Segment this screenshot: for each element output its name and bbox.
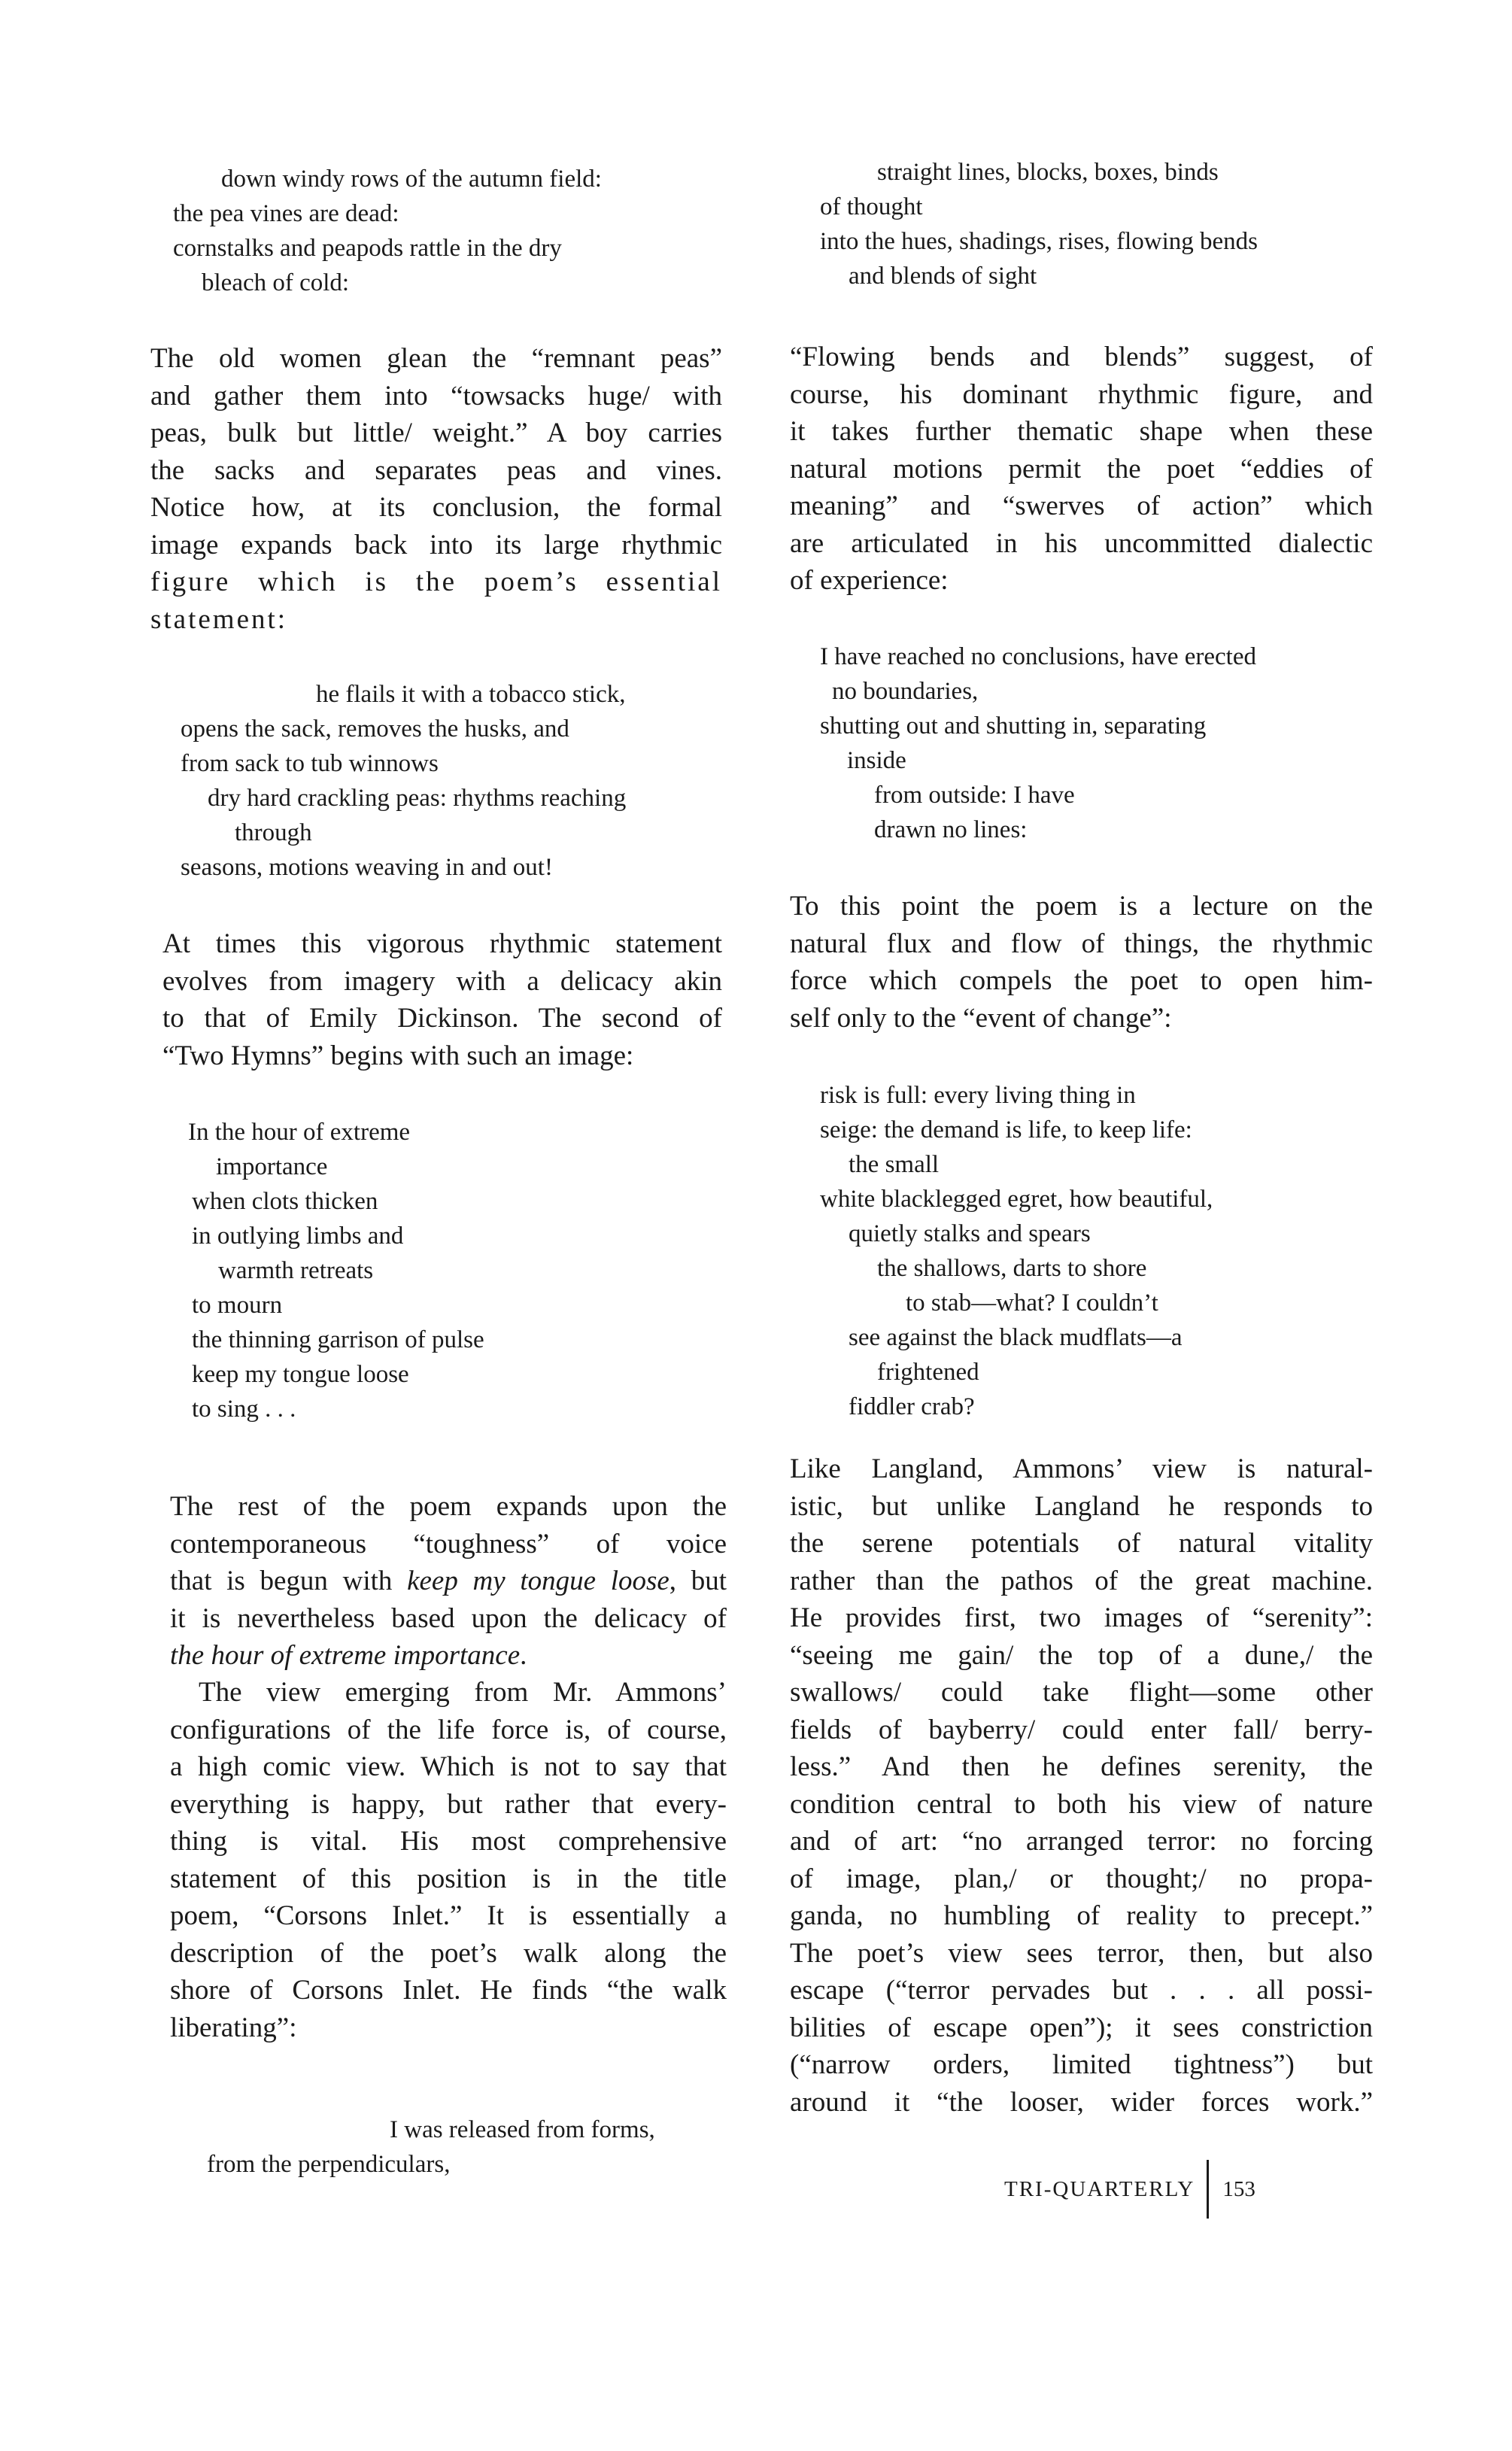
verse-line: risk is full: every living thing in xyxy=(820,1082,1136,1109)
paragraph-old-women xyxy=(150,340,722,638)
verse-line: warmth retreats xyxy=(218,1257,374,1284)
text-line: a high comic view. Which is not to say that xyxy=(170,1751,727,1782)
text-line: force which compels the poet to open him- xyxy=(790,965,1373,996)
text-line: course, his dominant rhythmic figure, and xyxy=(790,378,1373,410)
verse-line: to mourn xyxy=(192,1292,283,1319)
text-line: Like Langland, Ammons’ view is natural- xyxy=(790,1453,1373,1484)
text-line: swallows/ could take flight—some other xyxy=(790,1677,1373,1708)
verse-line: quietly stalks and spears xyxy=(849,1220,1091,1247)
text-line: The view emerging from Mr. Ammons’ xyxy=(199,1677,727,1708)
text-line: (“narrow orders, limited tightness”) but xyxy=(790,2049,1373,2080)
verse-line: the thinning garrison of pulse xyxy=(192,1326,484,1353)
text-line: bilities of escape open”); it sees constriction xyxy=(790,2012,1373,2043)
text-line: image expands back into its large rhythmic xyxy=(150,529,722,560)
verse-line: the small xyxy=(849,1151,940,1178)
text-line: and of art: “no arranged terror: no forcing xyxy=(790,1826,1373,1857)
verse-line: fiddler crab? xyxy=(849,1393,975,1420)
text-line: natural flux and flow of things, the rhythmic xyxy=(790,928,1373,959)
text-line: everything is happy, but rather that every- xyxy=(170,1788,727,1820)
verse-line: drawn no lines: xyxy=(874,816,1028,843)
text-line: the serene potentials of natural vitality xyxy=(790,1528,1373,1559)
verse-line: he flails it with a tobacco stick, xyxy=(316,681,626,708)
text-line: The rest of the poem expands upon the xyxy=(170,1491,727,1522)
text-line: it is nevertheless based upon the delicacy of xyxy=(170,1602,727,1634)
text-line: of experience: xyxy=(790,565,949,596)
verse-line: from outside: I have xyxy=(874,782,1075,809)
page-number: 153 xyxy=(1222,2176,1255,2201)
text-line: natural motions permit the poet “eddies of xyxy=(790,453,1373,484)
text-line: to that of Emily Dickinson. The second of xyxy=(162,1003,722,1034)
verse-line: the pea vines are dead: xyxy=(173,200,399,227)
poem-excerpt-two-hymns xyxy=(150,1115,722,1426)
verse-line: when clots thicken xyxy=(192,1188,378,1215)
text-line: fields of bayberry/ could enter fall/ berry- xyxy=(790,1714,1373,1745)
text-line: shore of Corsons Inlet. He finds “the walk xyxy=(170,1975,727,2006)
text-line: peas, bulk but little/ weight.” A boy carries xyxy=(150,418,722,448)
verse-line: importance xyxy=(216,1153,328,1180)
text-line: contemporaneous “toughness” of voice xyxy=(170,1528,727,1560)
poem-excerpt-tobacco-stick xyxy=(150,677,722,885)
text-line: description of the poet’s walk along the xyxy=(170,1937,727,1969)
verse-line: opens the sack, removes the husks, and xyxy=(181,715,569,743)
text-line: Notice how, at its conclusion, the formal xyxy=(150,492,722,523)
verse-line: I was released from forms, xyxy=(390,2116,655,2143)
text-line: At times this vigorous rhythmic statement xyxy=(162,928,722,959)
verse-line: white blacklegged egret, how beautiful, xyxy=(820,1186,1213,1213)
text-line: it takes further thematic shape when these xyxy=(790,416,1373,447)
text-line: meaning” and “swerves of action” which xyxy=(790,491,1373,521)
verse-line: bleach of cold: xyxy=(202,269,350,296)
verse-line: from sack to tub winnows xyxy=(181,750,439,777)
paragraph-flowing-bends xyxy=(790,339,1373,600)
verse-line: into the hues, shadings, rises, flowing bends xyxy=(820,228,1258,255)
verse-line: I have reached no conclusions, have erected xyxy=(820,643,1256,670)
text-line: and gather them into “towsacks huge/ with xyxy=(150,380,722,412)
paragraph-lecture xyxy=(790,888,1373,1037)
text-line: configurations of the life force is, of course, xyxy=(170,1714,727,1745)
verse-line: from the perpendiculars, xyxy=(207,2151,451,2178)
verse-line: straight lines, blocks, boxes, binds xyxy=(877,159,1219,186)
poem-excerpt-straight-lines xyxy=(790,155,1373,293)
text-line: To this point the poem is a lecture on the xyxy=(790,891,1373,922)
text-line: less.” And then he defines serenity, the xyxy=(790,1751,1373,1782)
text-line: The poet’s view sees terror, then, but also xyxy=(790,1937,1373,1969)
paragraph-emily-dickinson xyxy=(162,925,722,1074)
poem-excerpt-no-conclusions xyxy=(790,639,1373,847)
italic-quote: keep my tongue loose xyxy=(407,1566,669,1596)
text-line: “Two Hymns” begins with such an image: xyxy=(162,1040,634,1071)
verse-line: down windy rows of the autumn field: xyxy=(221,166,602,193)
text-line: the sacks and separates peas and vines. xyxy=(150,454,722,486)
verse-line: the shallows, darts to shore xyxy=(877,1255,1147,1282)
verse-line: shutting out and shutting in, separating xyxy=(820,712,1207,740)
verse-line: keep my tongue loose xyxy=(192,1361,409,1388)
verse-line: seige: the demand is life, to keep life: xyxy=(820,1116,1192,1143)
text-line: “seeing me gain/ the top of a dune,/ the xyxy=(790,1639,1373,1671)
paragraph-langland xyxy=(790,1450,1373,2121)
verse-line: In the hour of extreme xyxy=(188,1119,411,1146)
text-line: of image, plan,/ or thought;/ no propa- xyxy=(790,1863,1373,1894)
verse-line: see against the black mudflats—a xyxy=(849,1324,1183,1351)
italic-quote: the hour of extreme importance xyxy=(170,1640,521,1671)
paragraph-view-emerging xyxy=(170,1674,727,2046)
text-line: evolves from imagery with a delicacy akin xyxy=(162,965,722,997)
verse-line: through xyxy=(235,819,312,846)
verse-line: seasons, motions weaving in and out! xyxy=(181,854,553,881)
verse-line: frightened xyxy=(877,1359,979,1386)
verse-line: of thought xyxy=(820,193,923,220)
text-line: rather than the pathos of the great machine. xyxy=(790,1565,1373,1596)
text-line: thing is vital. His most comprehensive xyxy=(170,1826,727,1857)
text-line: statement of this position is in the title xyxy=(170,1863,727,1894)
poem-excerpt-autumn-field xyxy=(150,162,722,300)
page-footer xyxy=(1004,2167,1255,2212)
verse-line: no boundaries, xyxy=(832,678,979,705)
text-line: He provides first, two images of “serenity”: xyxy=(790,1602,1373,1633)
text-line: self only to the “event of change”: xyxy=(790,1002,1172,1034)
verse-line: in outlying limbs and xyxy=(192,1222,404,1250)
text-line: The old women glean the “remnant peas” xyxy=(150,343,722,374)
verse-line: dry hard crackling peas: rhythms reaching xyxy=(208,785,627,812)
verse-line: and blends of sight xyxy=(849,263,1037,290)
text-line: poem, “Corsons Inlet.” It is essentially a xyxy=(170,1900,727,1931)
paragraph-rest-of-poem xyxy=(170,1488,727,1675)
verse-line: to sing . . . xyxy=(192,1396,296,1423)
text-line: istic, but unlike Langland he responds to xyxy=(790,1490,1373,1522)
text-line: the hour of extreme importance. xyxy=(170,1640,527,1671)
text-line: figure which is the poem’s essential xyxy=(150,566,722,597)
text-line: condition central to both his view of nature xyxy=(790,1788,1373,1820)
verse-line: inside xyxy=(847,747,906,774)
text-line: that is begun with keep my tongue loose, but xyxy=(170,1566,727,1596)
text-line: around it “the looser, wider forces work.” xyxy=(790,2086,1373,2118)
journal-title: TRI-QUARTERLY xyxy=(1004,2176,1195,2201)
poem-excerpt-released-from-forms xyxy=(150,2112,722,2182)
text-line: statement: xyxy=(150,603,288,635)
poem-excerpt-egret xyxy=(790,1078,1373,1424)
text-line: “Flowing bends and blends” suggest, of xyxy=(790,342,1373,372)
verse-line: cornstalks and peapods rattle in the dry xyxy=(173,235,562,262)
footer-divider xyxy=(1207,2160,1209,2219)
text-line: escape (“terror pervades but . . . all possi- xyxy=(790,1975,1373,2006)
text-line: ganda, no humbling of reality to precept.” xyxy=(790,1900,1373,1931)
verse-line: to stab—what? I couldn’t xyxy=(906,1289,1158,1317)
text-line: are articulated in his uncommitted dialectic xyxy=(790,527,1373,559)
text-line: liberating”: xyxy=(170,2012,297,2043)
